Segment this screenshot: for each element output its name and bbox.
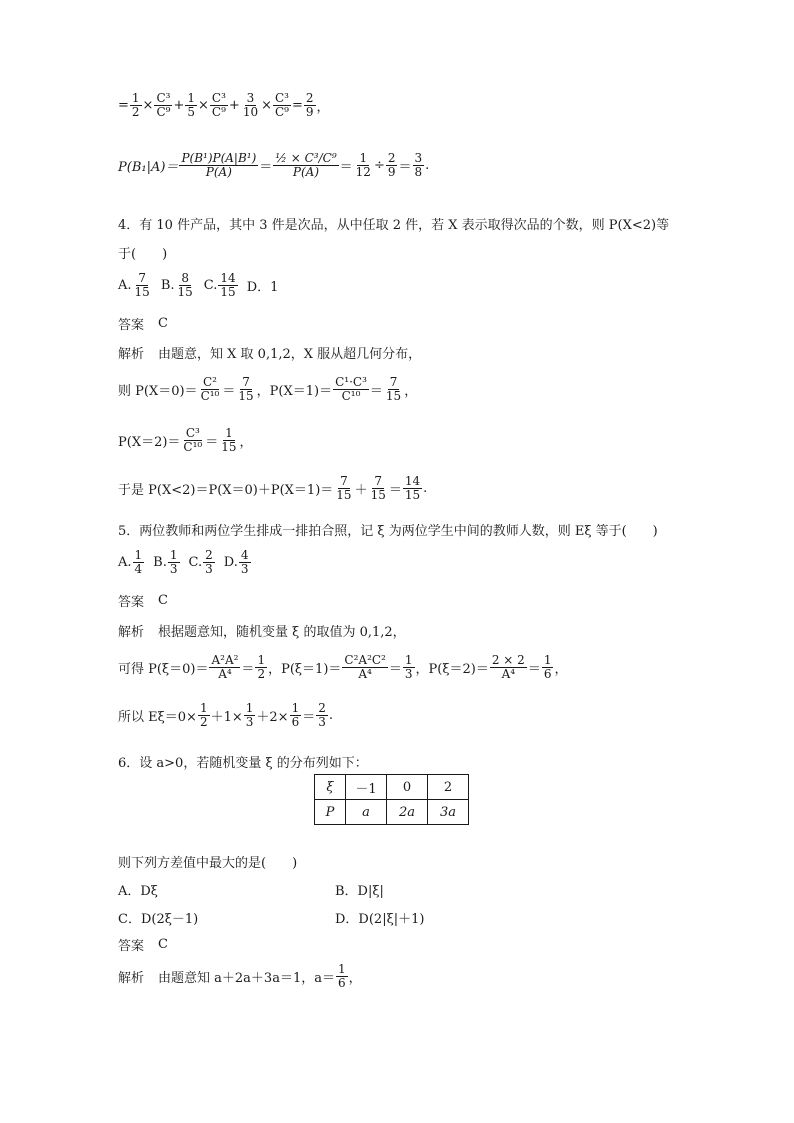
q6-option-c: C．D(2ξ－1) [118,912,199,927]
q6-explanation: 解析 由题意知 a＋2a＋3a＝1，a＝ $\frac{1}{6}$ ， [118,962,362,990]
fraction: $\frac{\text{½ × C³/C⁹}}{P(A)}$ [275,151,337,179]
q4-exp-line-3: 于是 P(X<2)＝P(X＝0)＋P(X＝1)＝ $\frac{7}{15}$ ＋ $\frac{7}{15}$ ＝ $\frac{14}{15}$ . [118,474,428,502]
table-cell: －1 [346,775,387,800]
table-cell: ξ [315,775,346,800]
q6-stem-2: 则下列方差值中最大的是( ) [118,856,298,871]
fraction: $\frac{3}{10}$ [242,91,259,119]
formula-line-1: = $\frac{1}{2}$ × $\frac{\text{C³}}{\text{C⁹}}$ + $\frac{1}{5}$ × $\frac{\text{C³}}{\text{C⁹}}$ + $\frac{3}{10}$ × $\frac{\text{C³}}{\text{C⁹}}$ = $\frac{2}{9}$ ， [118,91,330,119]
q4-stem-2: 于( ) [118,247,168,262]
formula-lhs: P(B₁|A)＝ [118,159,179,175]
fraction: $\frac{1}{2}$ [131,91,140,119]
q5-exp-line-2: 所以 Eξ＝0× $\frac{1}{2}$ ＋1× $\frac{1}{3}$ ＋2× $\frac{1}{6}$ ＝ $\frac{2}{3}$ . [118,701,334,729]
table-cell: 2 [428,775,469,800]
fraction: $\frac{\text{C³}}{\text{C⁹}}$ [275,91,289,119]
table-cell: 3a [428,800,469,825]
q4-answer: 答案 C [118,316,168,333]
q4-stem: 4．有 10 件产品，其中 3 件是次品，从中任取 2 件，若 X 表示取得次品的个数，则 P(X<2)等 [118,218,670,233]
fraction: $\frac{1}{12}$ [355,151,371,179]
q6-stem: 6．设 a>0，若随机变量 ξ 的分布列如下： [118,756,368,771]
fraction: $\frac{3}{8}$ [414,151,423,179]
q4-exp-line-1: 则 P(X＝0)＝ $\frac{\text{C²}}{\text{C¹⁰}}$ ＝ $\frac{7}{15}$ ，P(X＝1)＝ $\frac{\text{C¹·C³}}{\text{C¹⁰}}$ ＝ $\frac{7}{15}$ ， [118,375,418,403]
fraction: $\frac{1}{5}$ [187,91,195,119]
q6-answer: 答案 C [118,937,168,954]
q6-option-b: B．D|ξ| [335,884,384,899]
table-cell: 0 [387,775,428,800]
eq: = [118,97,129,113]
fraction: $\frac{\text{C³}}{\text{C⁹}}$ [211,91,226,119]
q4-options: A. $\frac{7}{15}$ B. $\frac{8}{15}$ C. $\frac{14}{15}$ D．1 [118,271,279,299]
q5-explanation: 解析 根据题意知，随机变量 ξ 的取值为 0,1,2， [118,625,406,640]
q5-exp-line-1: 可得 P(ξ＝0)＝ $\frac{\text{A²A²}}{\text{A⁴}}$ ＝ $\frac{1}{2}$ ，P(ξ＝1)＝ $\frac{\text{C²A²C²}}{\text{A⁴}}$ ＝ $\frac{1}{3}$ ，P(ξ＝2)＝ $\frac{2 \times 2}{\text{A⁴}}$ ＝ $\frac{1}{6}$ ， [118,653,568,681]
q6-option-d: D．D(2|ξ|＋1) [335,912,425,927]
q6-option-a: A．Dξ [118,884,158,899]
q4-explanation: 解析 由题意，知 X 取 0,1,2，X 服从超几何分布， [118,347,422,362]
q4-exp-line-2: P(X＝2)＝ $\frac{\text{C³}}{\text{C¹⁰}}$ ＝ $\frac{1}{15}$ ， [118,426,253,454]
formula-line-2: P(B₁|A)＝ $\frac{\text{P(B¹)P(A|B¹)}}{P(A)}$ ＝ $\frac{\text{½ × C³/C⁹}}{P(A)}$ ＝ $\frac{1}{12}$ ÷ $\frac{2}{9}$ ＝ $\frac{3}{8}$ . [118,151,430,179]
q5-stem: 5．两位教师和两位学生排成一排拍合照，记 ξ 为两位学生中间的教师人数，则 Eξ 等于( ) [118,524,658,539]
fraction: $\frac{2}{9}$ [387,151,396,179]
q5-answer: 答案 C [118,593,168,610]
table-cell: P [315,800,346,825]
table-cell: 2a [387,800,428,825]
table-row [315,800,469,825]
fraction: $\frac{2}{9}$ [305,91,314,119]
table-cell: a [346,800,387,825]
q5-options: A. $\frac{1}{4}$ B. $\frac{1}{3}$ C. $\frac{2}{3}$ D. $\frac{4}{3}$ [118,548,249,576]
fraction: $\frac{\text{P(B¹)P(A|B¹)}}{P(A)}$ [181,151,257,179]
table-row [315,775,469,800]
distribution-table [314,774,469,825]
fraction: $\frac{\text{C³}}{\text{C⁹}}$ [156,91,171,119]
